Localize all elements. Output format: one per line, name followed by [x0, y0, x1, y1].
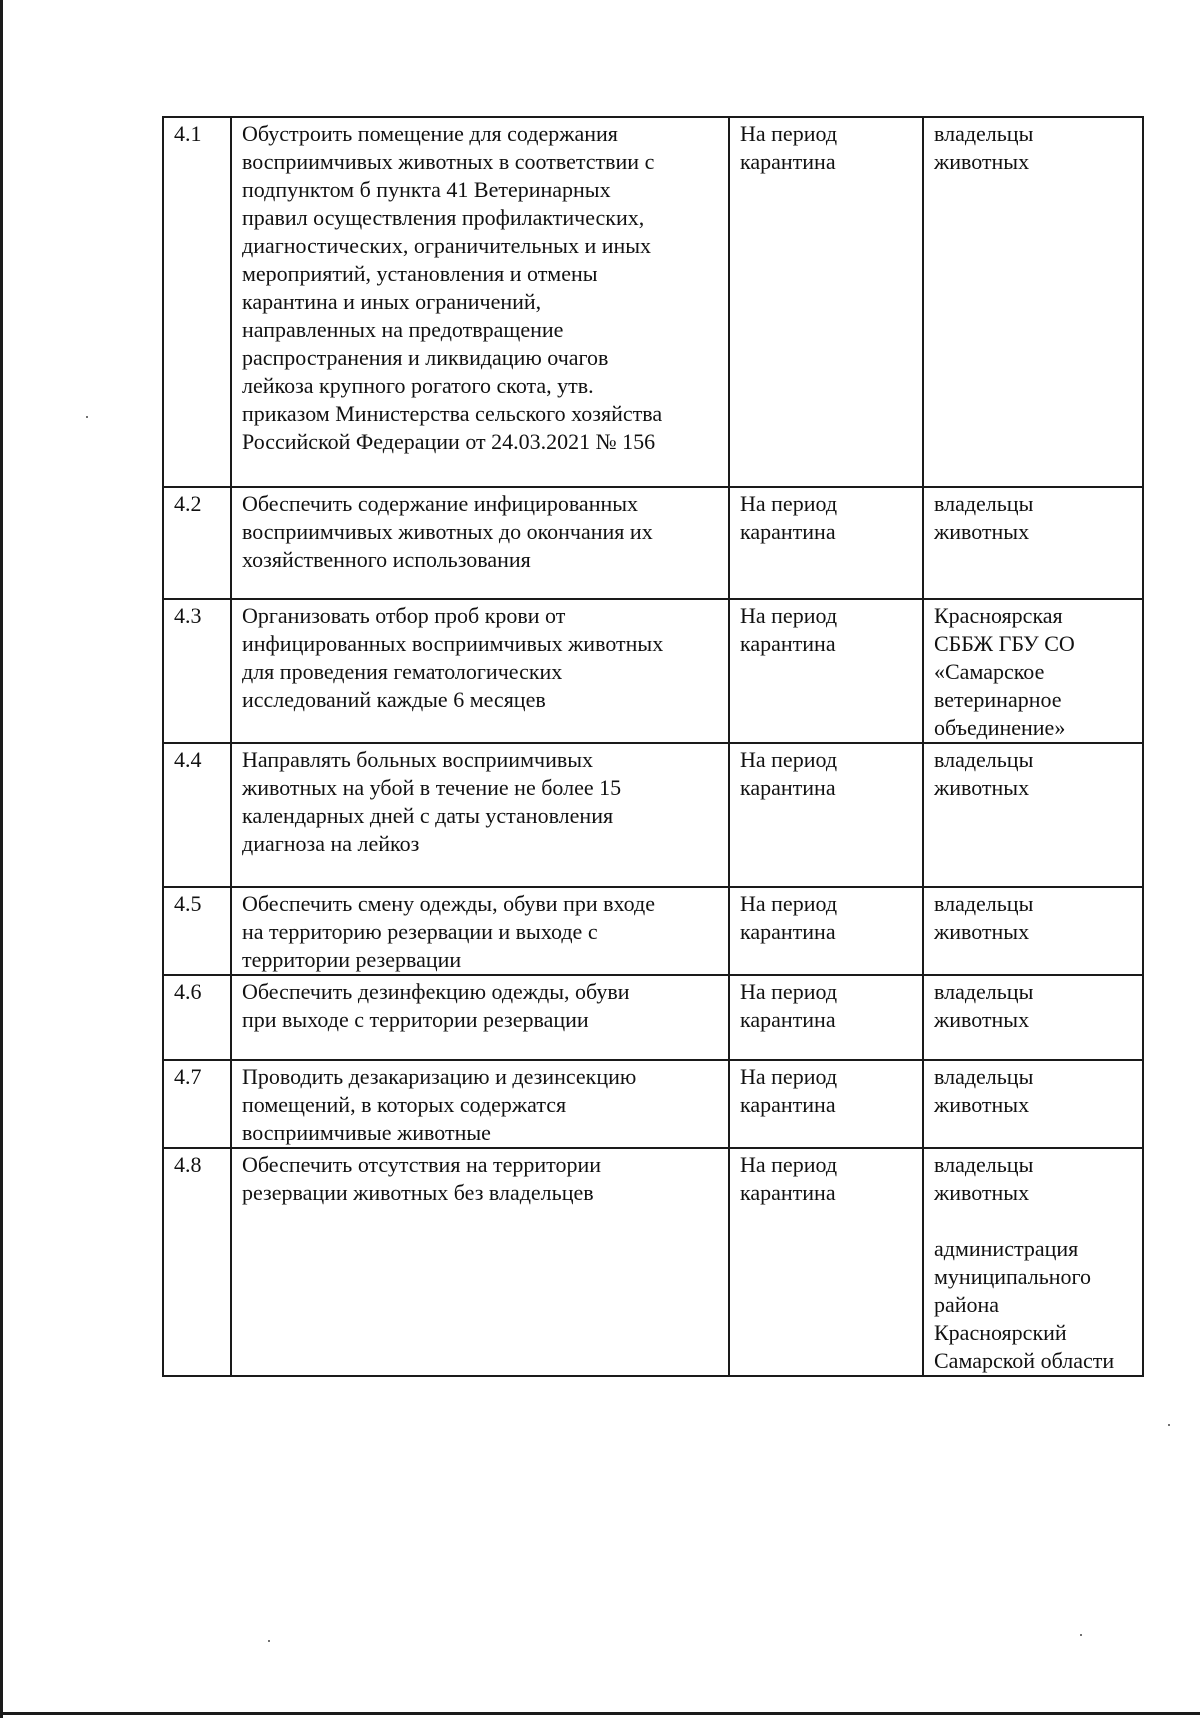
measure-cell [231, 599, 729, 743]
term-text: На период карантина [740, 891, 838, 944]
term-text: На период карантина [740, 121, 838, 174]
measure-cell [231, 487, 729, 599]
page-left-edge [0, 0, 3, 1718]
measure-cell [231, 1060, 729, 1148]
term-text: На период карантина [740, 979, 838, 1032]
scan-speck [1168, 1424, 1170, 1426]
responsible-text: владельцы животных администрация муниципального района Красноярский Самарской области [934, 1152, 1115, 1373]
term-cell [729, 487, 923, 599]
page-bottom-edge [0, 1712, 1200, 1715]
row-number: 4.2 [163, 487, 231, 599]
table-row [163, 1148, 1143, 1376]
responsible-cell [923, 487, 1143, 599]
measure-text: Обеспечить отсутствия на территории резервации животных без владельцев [242, 1152, 602, 1205]
measure-text: Проводить дезакаризацию и дезинсекцию помещений, в которых содержатся восприимчивые животные [242, 1064, 637, 1145]
measure-cell [231, 1148, 729, 1376]
row-number: 4.8 [163, 1148, 231, 1376]
scan-speck [86, 416, 88, 418]
responsible-text: владельцы животных [934, 979, 1034, 1032]
table-row [163, 1060, 1143, 1148]
responsible-cell [923, 1060, 1143, 1148]
term-text: На период карантина [740, 747, 838, 800]
table-row [163, 117, 1143, 487]
scan-speck [1080, 1634, 1082, 1636]
row-number: 4.3 [163, 599, 231, 743]
measure-text: Направлять больных восприимчивых животных на убой в течение не более 15 календарных дней с даты установления диагноза на лейкоз [242, 747, 622, 856]
measure-cell [231, 975, 729, 1060]
term-text: На период карантина [740, 1152, 838, 1205]
scan-speck [268, 1640, 270, 1642]
table-row [163, 743, 1143, 887]
responsible-text: владельцы животных [934, 121, 1034, 174]
term-cell [729, 599, 923, 743]
responsible-text: владельцы животных [934, 891, 1034, 944]
responsible-text: владельцы животных [934, 747, 1034, 800]
row-number: 4.4 [163, 743, 231, 887]
responsible-cell [923, 887, 1143, 975]
row-number: 4.5 [163, 887, 231, 975]
measure-text: Организовать отбор проб крови от инфицированных восприимчивых животных для проведения гематологических исследований каждые 6 месяцев [242, 603, 664, 712]
responsible-text: Красноярская СББЖ ГБУ СО «Самарское ветеринарное объединение» [934, 603, 1075, 740]
responsible-cell [923, 117, 1143, 487]
measure-text: Обеспечить смену одежды, обуви при входе на территорию резервации и выходе с территории резервации [242, 891, 656, 972]
measure-text: Обустроить помещение для содержания восприимчивых животных в соответствии с подпунктом б пункта 41 Ветеринарных правил осуществления профилактических, диагностических, ограничительных и иных мероприятий, установления и отмены карантина и иных ограничений, направленных на предотвращение распространения и ликвидацию очагов лейкоза крупного рогатого скота, утв. приказом Министерства сельского хозяйства Российской Федерации от 24.03.2021 № 156 [242, 121, 663, 454]
term-text: На период карантина [740, 491, 838, 544]
measure-text: Обеспечить содержание инфицированных восприимчивых животных до окончания их хозяйственного использования [242, 491, 653, 572]
term-cell [729, 1148, 923, 1376]
table-row [163, 975, 1143, 1060]
responsible-text: владельцы животных [934, 491, 1034, 544]
term-cell [729, 887, 923, 975]
responsible-cell [923, 743, 1143, 887]
term-text: На период карантина [740, 1064, 838, 1117]
responsible-cell [923, 1148, 1143, 1376]
term-cell [729, 743, 923, 887]
table-row [163, 599, 1143, 743]
term-cell [729, 1060, 923, 1148]
responsible-cell [923, 599, 1143, 743]
responsible-cell [923, 975, 1143, 1060]
measure-cell [231, 887, 729, 975]
responsible-text: владельцы животных [934, 1064, 1034, 1117]
table-row [163, 487, 1143, 599]
table-row [163, 887, 1143, 975]
measure-text: Обеспечить дезинфекцию одежды, обуви при выходе с территории резервации [242, 979, 630, 1032]
row-number: 4.6 [163, 975, 231, 1060]
term-cell [729, 117, 923, 487]
row-number: 4.1 [163, 117, 231, 487]
term-text: На период карантина [740, 603, 838, 656]
measure-cell [231, 743, 729, 887]
measure-cell [231, 117, 729, 487]
term-cell [729, 975, 923, 1060]
row-number: 4.7 [163, 1060, 231, 1148]
measures-table [162, 116, 1144, 1377]
